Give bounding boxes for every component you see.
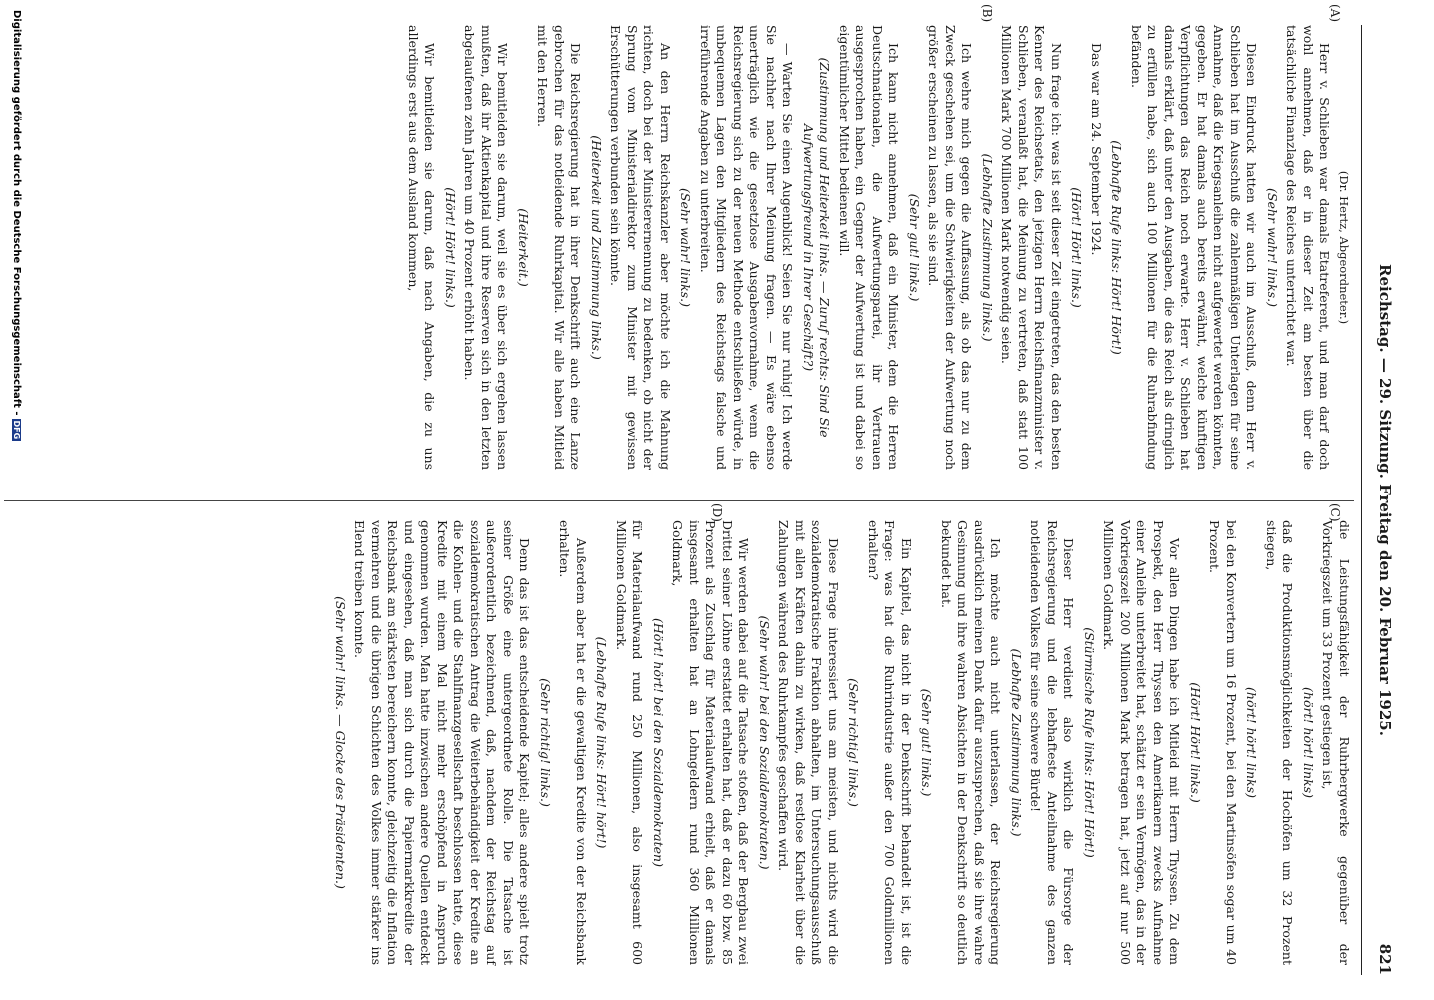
paragraph: für Materialaufwand rund 250 Millionen, also insgesamt 600 Millionen Goldmark. [614, 520, 646, 965]
interjection: (Sehr richtig! links.) [846, 678, 862, 807]
interjection: (hört! hört! links) [1301, 687, 1316, 798]
paragraph: — Warten Sie einen Augenblick! Seien Sie nur ruhig! Ich werde Sie nachher nach Ihrer Meinung fragen. — Es wäre ebenso unerträglich wie die gesetzlose Ausgabenvornahme, wenn die Reichsregierung sich zu der neuen Methode entschließen würde, in unbequemen Lagen den Mitgliedern des Reichstags falsche und irreführende Angaben zu unterbreiten. [698, 25, 796, 470]
interjection: (Hört! Hört! links.) [1069, 187, 1085, 308]
paragraph: die Leistungsfähigkeit der Ruhrbergwerke gegenüber der Vorkriegszeit um 33 Prozent gestiegen ist, [1320, 520, 1352, 965]
footer-text: Digitalisierung gefördert durch die Deutsche Forschungsgemeinschaft - [11, 10, 22, 416]
interjection: (hört! hört! links) [1244, 687, 1260, 798]
interjection: (Sehr wahr! links. — Glocke des Präsidenten.) [333, 596, 348, 889]
interjection: (Heiterkeit.) [516, 208, 531, 287]
interjection: (Stürmische Rufe links: Hört! Hört!) [1082, 627, 1097, 858]
interjection: (Sehr wahr! links.) [1265, 188, 1280, 307]
header-rule [1361, 25, 1362, 975]
interjection: (Lebhafte Rufe links: Hört! Hört!) [1109, 140, 1125, 355]
paragraph: Das war am 24. September 1924. [1089, 43, 1104, 256]
paragraph: Ein Kapitel, das nicht in der Denkschrift behandelt ist, ist die Frage: was hat die Ruhrindustrie außer den 700 Goldmillionen erhalten? [866, 520, 914, 965]
interjection: (Sehr gut! links.) [907, 193, 922, 302]
paragraph: Herr v. Schlieben war damals Etatreferent, und man darf doch wohl annehmen, daß er in dieser Zeit am besten über die tatsächliche Finanzlage des Reiches unterrichtet war. [1284, 25, 1333, 470]
paragraph: Diese Frage interessiert uns am meisten, und nichts wird die sozialdemokratische Fraktion abhalten, im Untersuchungsausschuß mit allen Kräften dahin zu wirken, daß restlose Klarheit über die Zahlungen während des Ruhrkampfes geschaffen wird. [776, 520, 841, 965]
interjection: (Lebhafte Zustimmung links.) [1009, 648, 1024, 837]
page-number: 821 [1376, 943, 1394, 975]
interjection: (Lebhafte Zustimmung links.) [980, 153, 995, 342]
paragraph: daß die Produktionsmöglichkeiten der Hochöfen um 32 Prozent stiegen, [1264, 520, 1296, 965]
speaker-label: (Dr. Hertz, Abgeordneter.) [1337, 170, 1351, 325]
paragraph: Vor allen Dingen habe ich Mitleid mit Herrn Thyssen. Zu dem Prospekt, den Herr Thyssen den Amerikanern zwecks Aufnahme einer Anleihe unterbreitet hat, schätzt er sein Vermögen, das in der Vorkriegszeit 200 Millionen Mark betragen hat, jetzt auf nur 500 Millionen Goldmark. [1101, 520, 1183, 965]
paragraph: bei den Konvertern um 16 Prozent, bei den Martinsöfen sogar um 40 Prozent. [1207, 520, 1239, 965]
paragraph: Außerdem aber hat er die gewaltigen Kredite von der Reichsbank erhalten. [557, 520, 589, 965]
margin-marker-a: (A) [1328, 4, 1342, 23]
interjection: (Zustimmung und Heiterkeit links. — Zuruf rechts: Sind Sie Aufwertungsfreund in Ihrer Geschäft?) [801, 57, 833, 438]
paragraph: Nun frage ich: was ist seit dieser Zeit eingetreten, das den besten Kenner des Reichsetats, den jetzigen Herrn Reichsfinanzminister v. Schlieben, veranlaßt hat, die Meinung zu vertreten, daß statt 100 Millionen Mark 700 Millionen Mark notwendig seien. [999, 25, 1064, 470]
right-column [328, 520, 1353, 965]
margin-marker-c: (C) [1328, 503, 1342, 522]
paragraph: An den Herrn Reichskanzler aber möchte ich die Mahnung richten, doch bei der Ministerernennung zu bedenken, ob nicht der Sprung vom Ministerialdirektor zum Minister mit gewissen Erschütterungen verbunden sein könnte. [608, 25, 673, 470]
interjection: (Hört! Hört! links.) [1188, 682, 1203, 803]
interjection: (Hört! hört! bei den Sozialdemokraten) [651, 618, 666, 867]
left-column [402, 25, 1353, 470]
paragraph: Wir bemitleiden sie darum, weil sie es über sich ergehen lassen mußten, daß ihr Aktienkapital und ihre Reserven sich in den letzten abgelaufenen zehn Jahren um 40 Prozent erhöht haben. [462, 25, 511, 470]
paragraph: Ich wehre mich gegen die Auffassung, als ob das nur zu dem Zweck geschehen sei, um die Schwierigkeiten der Aufwertung noch größer erscheinen zu lassen, als sie sind. [926, 25, 975, 470]
paragraph: Diesen Eindruck hatten wir auch im Ausschuß, denn Herr v. Schlieben hat im Ausschuß die zahlenmäßigen Unterlagen für seine Annahme, daß die Kriegsanleihen nicht aufgewertet werden könnten, gegeben. Er hat damals auch bereits erwähnt, welche künftigen Verpflichtungen das Reich noch erwarte. Herr v. Schlieben hat damals erklärt, daß unter den Ausgaben, die das Reich als dringlich zu erfüllen habe, sich auch 100 Millionen für die Ruhrabfindung befänden. [1129, 25, 1260, 470]
page-header [1366, 25, 1394, 975]
interjection: (Sehr wahr! bei den Sozialdemokraten.) [757, 615, 772, 870]
paragraph: Dieser Herr verdient also wirklich die Fürsorge der Reichsregierung und die lebhafteste Anteilnahme des ganzen notleidenden Volkes für seine schwere Bürde! [1028, 520, 1077, 965]
dfg-logo: DFG [12, 420, 21, 440]
interjection: (Hört! Hört! links.) [443, 187, 458, 308]
margin-marker-b: (B) [980, 4, 994, 23]
paragraph: Wir bemitleiden sie darum, daß nach Angaben, die zu uns allerdings erst aus dem Ausland kommen, [406, 25, 438, 470]
paragraph: Ich kann nicht annehmen, daß ein Minister, dem die Herren Deutschnationalen, die Aufwertungspartei, ihr Vertrauen ausgesprochen haben, ein Gegner der Aufwertung ist und dabei so eigentümlicher Mittel bedienen will. [837, 25, 902, 470]
interjection: (Sehr gut! links.) [919, 688, 935, 797]
footer-note [11, 10, 22, 441]
interjection: (Lebhafte Rufe links: Hört! hört!) [594, 636, 610, 849]
margin-marker-d: (D) [710, 503, 724, 522]
paragraph: Die Reichsregierung hat in ihrer Denkschrift auch eine Lanze gebrochen für das notleidende Ruhrkapital. Wir alle haben Mitleid mit den Herren. [535, 25, 584, 470]
paragraph: Denn das ist das entscheidende Kapitel; alles andere spielt trotz seiner Größe eine untergeordnete Rolle. Die Tatsache ist außerordentlich bezeichnend, daß, nachdem der Reichstag auf sozialdemokratischen Antrag die Weiterbehändigkeit der Kredite an die Kohlen- und die Stahlfinanzgesellschaft beschlossen hatte, diese Kredite mit einem Mal nicht mehr erschöpfend in Anspruch genommen wurden. Man hatte inzwischen andere Quellen entdeckt und eingesehen, daß man sich durch die Papiermarkkredite der Reichsbank am stärksten bereichern konnte, gleichzeitig die Inflation vermehren und die übrigen Schichten des Volkes immer stärker ins Elend treiben konnte. [352, 520, 533, 965]
paragraph: Ich möchte auch nicht unterlassen, der Reichsregierung ausdrücklich meinen Dank dafür auszusprechen, daß sie ihre wahre Gesinnung und ihre wahren Absichten in der Denkschrift so deutlich bekundet hat. [939, 520, 1004, 965]
interjection: (Sehr wahr! links.) [678, 188, 694, 307]
column-separator [4, 500, 1354, 501]
paragraph: Wir werden dabei auf die Tatsache stoßen, daß der Bergbau zwei Drittel seiner Löhne erstattet erhalten hat, daß er dazu 60 bzw. 85 Prozent als Zuschlag für Materialaufwand erhielt, daß er damals insgesamt erhalten hat an Lohngeldern rund 360 Millionen Goldmark, [670, 520, 752, 965]
page-title: Reichstag. — 29. Sitzung. Freitag den 20. Februar 1925. [1376, 264, 1394, 736]
interjection: (Sehr richtig! links.) [538, 678, 553, 807]
interjection: (Heiterkeit und Zustimmung links.) [589, 135, 604, 360]
